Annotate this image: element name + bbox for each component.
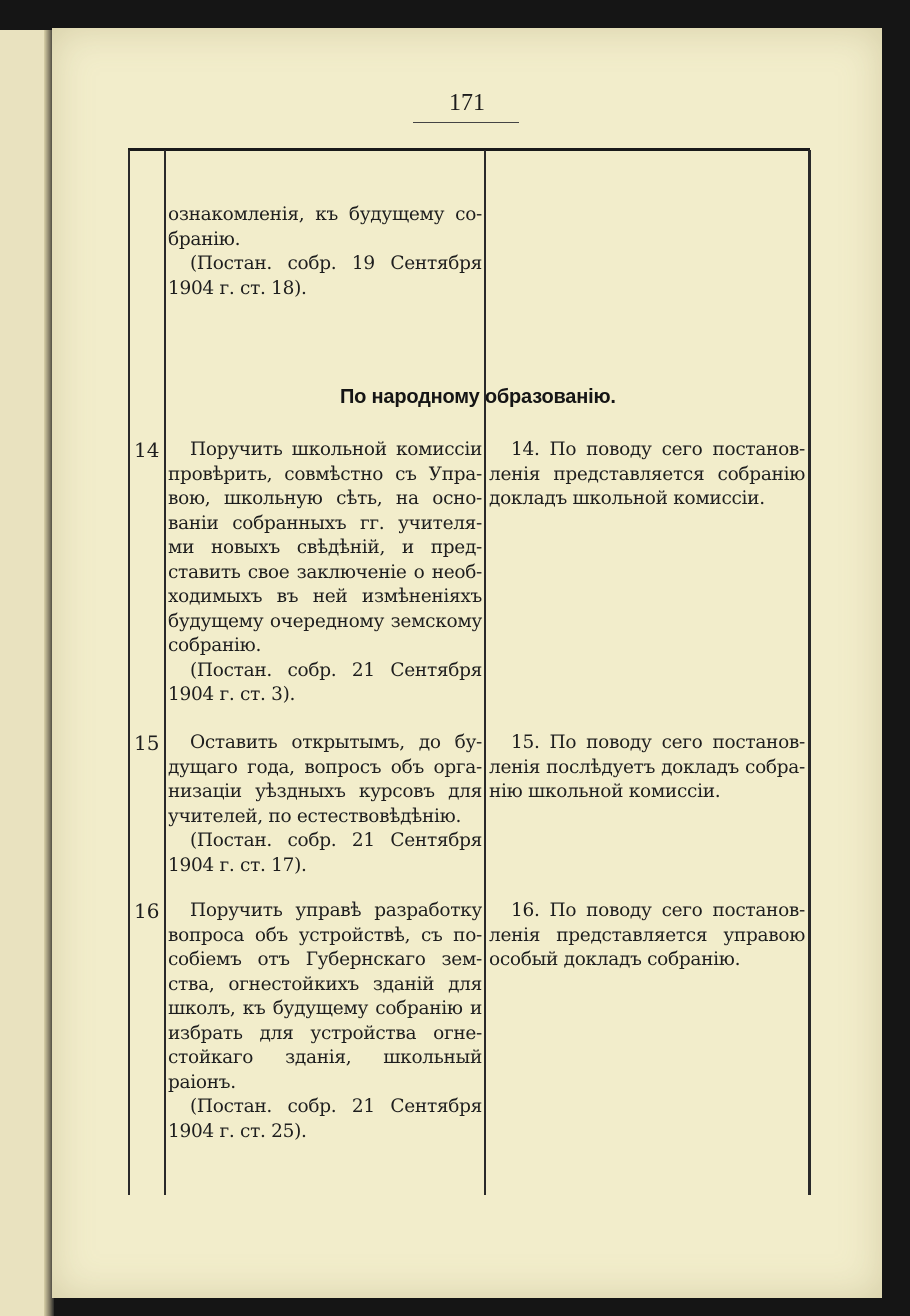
- continuation-text: ознакомленія, къ будущему со-бранію.: [168, 204, 482, 250]
- entry-response: [489, 438, 805, 512]
- section-heading: По народному образованію.: [340, 386, 616, 408]
- page-number-rule: [413, 122, 519, 123]
- entry-response: [489, 731, 805, 805]
- resolution-citation: (Постан. собр. 21 Сентября 1904 г. ст. 25).: [168, 1096, 482, 1142]
- entry-resolution: [168, 899, 482, 1144]
- resolution-citation: (Постан. собр. 21 Сентября 1904 г. ст. 17).: [168, 830, 482, 876]
- page-number: 171: [449, 90, 485, 116]
- number-column-divider: [164, 150, 166, 1195]
- table-top-rule: [128, 148, 810, 151]
- response-text: 14. По поводу сего постанов-ленія представляется собранію докладъ школьной комиссіи.: [489, 439, 805, 509]
- table-right-border: [808, 150, 811, 1195]
- entry-response: [489, 899, 805, 973]
- table-left-border: [128, 150, 130, 1195]
- resolution-text: Оставить открытымъ, до бу-дущаго года, вопросъ объ орга-низаціи уѣздныхъ курсовъ для учителей, по естествовѣдѣнію.: [168, 732, 482, 827]
- continuation-block: [168, 203, 482, 301]
- resolution-text: Поручить школьной комиссіи провѣрить, совмѣстно съ Упра-вою, школьную сѣть, на осно-ваніи собранныхъ гг. учителя-ми новыхъ свѣдѣній, и пред-ставить свое заключеніе о необ-ходимыхъ въ ней измѣненіяхъ будущему очередному земскому собранію.: [168, 439, 482, 656]
- resolution-citation: (Постан. собр. 21 Сентября 1904 г. ст. 3).: [168, 659, 482, 705]
- continuation-citation: (Постан. собр. 19 Сентября 1904 г. ст. 18).: [168, 253, 482, 299]
- entry-number: 16: [134, 899, 160, 923]
- response-text: 15. По поводу сего постанов-ленія послѣдуетъ докладъ собра-нію школьной комиссіи.: [489, 732, 805, 802]
- entry-number: 15: [134, 731, 160, 755]
- column-divider: [484, 150, 486, 1195]
- response-text: 16. По поводу сего постанов-ленія представляется управою особый докладъ собранію.: [489, 900, 805, 970]
- entry-resolution: [168, 731, 482, 878]
- entry-number: 14: [134, 438, 160, 462]
- resolution-text: Поручить управѣ разработку вопроса объ устройствѣ, съ по-собіемъ отъ Губернскаго зем-ства, огнестойкихъ зданій для школъ, къ будущему собранію и избрать для устройства огне-стойкаго зданія, школьный раіонъ.: [168, 900, 482, 1093]
- entry-resolution: [168, 438, 482, 708]
